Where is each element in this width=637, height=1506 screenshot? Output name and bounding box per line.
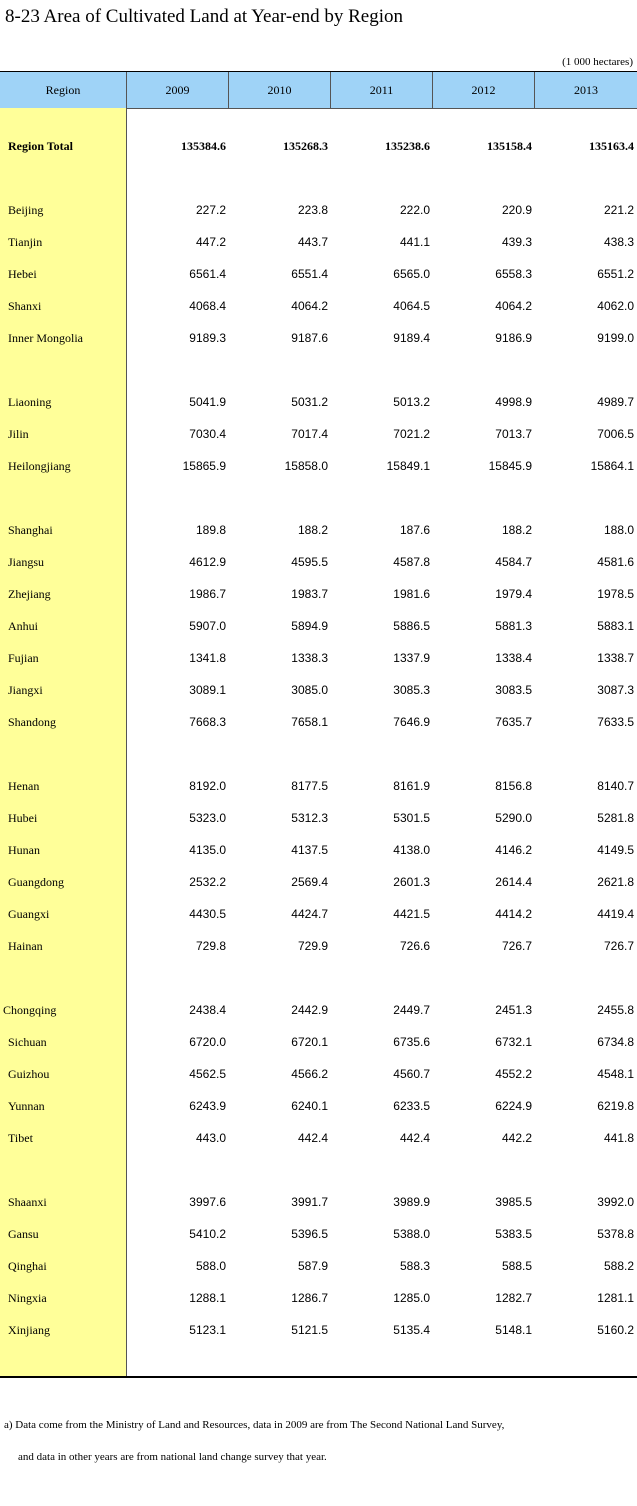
value-cell: 2532.2 — [189, 875, 226, 889]
table-row — [0, 1314, 637, 1346]
region-name: Qinghai — [8, 1259, 47, 1273]
value-cell: 442.4 — [297, 1131, 328, 1145]
unit-label: (1 000 hectares) — [562, 56, 633, 68]
footnote-line-2: and data in other years are from national land change survey that year. — [18, 1451, 327, 1463]
value-cell: 4581.6 — [597, 555, 634, 569]
value-cell: 135384.6 — [181, 139, 226, 153]
table-row — [0, 578, 637, 610]
value-cell: 9187.6 — [291, 331, 328, 345]
region-name: Shanxi — [8, 299, 42, 313]
value-cell: 4146.2 — [495, 843, 532, 857]
value-cell: 588.2 — [603, 1259, 634, 1273]
footnote-line-1: a) Data come from the Ministry of Land and Resources, data in 2009 are from The Second National Land Survey, — [4, 1419, 505, 1431]
value-cell: 2455.8 — [597, 1003, 634, 1017]
value-cell: 6565.0 — [393, 267, 430, 281]
value-cell: 7658.1 — [291, 715, 328, 729]
value-cell: 5907.0 — [189, 619, 226, 633]
value-cell: 3089.1 — [189, 683, 226, 697]
region-name: Gansu — [8, 1227, 39, 1241]
region-name: Liaoning — [8, 395, 52, 409]
value-cell: 8140.7 — [597, 779, 634, 793]
value-cell: 15845.9 — [488, 459, 532, 473]
value-cell: 4135.0 — [189, 843, 226, 857]
value-cell: 5013.2 — [393, 395, 430, 409]
region-name: Fujian — [8, 651, 39, 665]
region-name: Beijing — [8, 203, 44, 217]
value-cell: 5886.5 — [393, 619, 430, 633]
value-cell: 442.2 — [501, 1131, 532, 1145]
value-cell: 135268.3 — [283, 139, 328, 153]
value-cell: 6732.1 — [495, 1035, 532, 1049]
value-cell: 4998.9 — [495, 395, 532, 409]
value-cell: 1338.7 — [597, 651, 634, 665]
table-bottom-rule — [0, 1376, 637, 1378]
value-cell: 3083.5 — [495, 683, 532, 697]
value-cell: 1285.0 — [393, 1291, 430, 1305]
value-cell: 587.9 — [297, 1259, 328, 1273]
value-cell: 8161.9 — [393, 779, 430, 793]
table-row — [0, 386, 637, 418]
value-cell: 7030.4 — [189, 427, 226, 441]
value-cell: 1341.8 — [189, 651, 226, 665]
region-name: Hebei — [8, 267, 37, 281]
page-title: 8-23 Area of Cultivated Land at Year-end by Region — [5, 6, 403, 27]
value-cell: 4587.8 — [393, 555, 430, 569]
value-cell: 187.6 — [399, 523, 430, 537]
value-cell: 4068.4 — [189, 299, 226, 313]
table-row — [0, 898, 637, 930]
value-cell: 6551.2 — [597, 267, 634, 281]
value-cell: 3991.7 — [291, 1195, 328, 1209]
value-cell: 4421.5 — [393, 907, 430, 921]
value-cell: 5312.3 — [291, 811, 328, 825]
value-cell: 5894.9 — [291, 619, 328, 633]
region-name: Yunnan — [8, 1099, 45, 1113]
table-row — [0, 642, 637, 674]
table-row — [0, 322, 637, 354]
value-cell: 5281.8 — [597, 811, 634, 825]
value-cell: 4137.5 — [291, 843, 328, 857]
value-cell: 3992.0 — [597, 1195, 634, 1209]
value-cell: 5383.5 — [495, 1227, 532, 1241]
value-cell: 5031.2 — [291, 395, 328, 409]
region-name: Inner Mongolia — [8, 331, 83, 345]
value-cell: 135238.6 — [385, 139, 430, 153]
value-cell: 5378.8 — [597, 1227, 634, 1241]
value-cell: 4419.4 — [597, 907, 634, 921]
value-cell: 135158.4 — [487, 139, 532, 153]
value-cell: 1978.5 — [597, 587, 634, 601]
table-row — [0, 770, 637, 802]
value-cell: 15864.1 — [590, 459, 634, 473]
table-row — [0, 418, 637, 450]
value-cell: 5396.5 — [291, 1227, 328, 1241]
region-name: Jilin — [8, 427, 29, 441]
region-name: Tibet — [8, 1131, 33, 1145]
value-cell: 4064.5 — [393, 299, 430, 313]
value-cell: 729.8 — [195, 939, 226, 953]
region-name: Jiangxi — [8, 683, 43, 697]
value-cell: 4064.2 — [495, 299, 532, 313]
value-cell: 1983.7 — [291, 587, 328, 601]
region-name: Hunan — [8, 843, 40, 857]
table-row — [0, 802, 637, 834]
value-cell: 5123.1 — [189, 1323, 226, 1337]
value-cell: 7017.4 — [291, 427, 328, 441]
value-cell: 3985.5 — [495, 1195, 532, 1209]
header-year: 2012 — [432, 72, 534, 108]
region-name: Henan — [8, 779, 40, 793]
value-cell: 9189.3 — [189, 331, 226, 345]
value-cell: 588.5 — [501, 1259, 532, 1273]
value-cell: 4560.7 — [393, 1067, 430, 1081]
region-name: Xinjiang — [8, 1323, 50, 1337]
table-row — [0, 994, 637, 1026]
value-cell: 4562.5 — [189, 1067, 226, 1081]
value-cell: 2438.4 — [189, 1003, 226, 1017]
value-cell: 6551.4 — [291, 267, 328, 281]
value-cell: 7635.7 — [495, 715, 532, 729]
value-cell: 4548.1 — [597, 1067, 634, 1081]
table-row — [0, 258, 637, 290]
value-cell: 726.7 — [603, 939, 634, 953]
value-cell: 4989.7 — [597, 395, 634, 409]
table-row — [0, 1250, 637, 1282]
value-cell: 5388.0 — [393, 1227, 430, 1241]
value-cell: 7633.5 — [597, 715, 634, 729]
value-cell: 7646.9 — [393, 715, 430, 729]
value-cell: 6233.5 — [393, 1099, 430, 1113]
value-cell: 1281.1 — [597, 1291, 634, 1305]
value-cell: 9186.9 — [495, 331, 532, 345]
region-name: Heilongjiang — [8, 459, 71, 473]
table-row — [0, 1186, 637, 1218]
value-cell: 4414.2 — [495, 907, 532, 921]
value-cell: 3989.9 — [393, 1195, 430, 1209]
value-cell: 188.0 — [603, 523, 634, 537]
value-cell: 4424.7 — [291, 907, 328, 921]
value-cell: 4552.2 — [495, 1067, 532, 1081]
region-name: Zhejiang — [8, 587, 51, 601]
value-cell: 220.9 — [501, 203, 532, 217]
value-cell: 7006.5 — [597, 427, 634, 441]
value-cell: 447.2 — [195, 235, 226, 249]
value-cell: 6243.9 — [189, 1099, 226, 1113]
value-cell: 726.7 — [501, 939, 532, 953]
table-row — [0, 1090, 637, 1122]
value-cell: 3085.3 — [393, 683, 430, 697]
value-cell: 4584.7 — [495, 555, 532, 569]
table-row — [0, 194, 637, 226]
region-name: Shanghai — [8, 523, 53, 537]
table-row — [0, 1218, 637, 1250]
value-cell: 2621.8 — [597, 875, 634, 889]
region-name: Tianjin — [8, 235, 43, 249]
value-cell: 4138.0 — [393, 843, 430, 857]
value-cell: 5410.2 — [189, 1227, 226, 1241]
table-row — [0, 1026, 637, 1058]
value-cell: 15849.1 — [386, 459, 430, 473]
value-cell: 2569.4 — [291, 875, 328, 889]
value-cell: 2442.9 — [291, 1003, 328, 1017]
value-cell: 588.0 — [195, 1259, 226, 1273]
value-cell: 441.1 — [399, 235, 430, 249]
value-cell: 3997.6 — [189, 1195, 226, 1209]
value-cell: 438.3 — [603, 235, 634, 249]
value-cell: 729.9 — [297, 939, 328, 953]
table-row — [0, 706, 637, 738]
region-name: Anhui — [8, 619, 38, 633]
table-row — [0, 834, 637, 866]
value-cell: 8156.8 — [495, 779, 532, 793]
value-cell: 3085.0 — [291, 683, 328, 697]
value-cell: 221.2 — [603, 203, 634, 217]
value-cell: 188.2 — [297, 523, 328, 537]
value-cell: 223.8 — [297, 203, 328, 217]
value-cell: 5148.1 — [495, 1323, 532, 1337]
header-year: 2009 — [126, 72, 228, 108]
value-cell: 6558.3 — [495, 267, 532, 281]
value-cell: 189.8 — [195, 523, 226, 537]
value-cell: 1288.1 — [189, 1291, 226, 1305]
value-cell: 5290.0 — [495, 811, 532, 825]
value-cell: 7021.2 — [393, 427, 430, 441]
value-cell: 8177.5 — [291, 779, 328, 793]
value-cell: 6561.4 — [189, 267, 226, 281]
value-cell: 5881.3 — [495, 619, 532, 633]
table-row — [0, 450, 637, 482]
table-row — [0, 1058, 637, 1090]
value-cell: 6240.1 — [291, 1099, 328, 1113]
total-row — [0, 130, 637, 162]
header-year: 2013 — [534, 72, 637, 108]
table-row — [0, 546, 637, 578]
header-year: 2011 — [330, 72, 432, 108]
region-name: Sichuan — [8, 1035, 47, 1049]
table-row — [0, 514, 637, 546]
value-cell: 588.3 — [399, 1259, 430, 1273]
region-name: Shaanxi — [8, 1195, 47, 1209]
region-name: Ningxia — [8, 1291, 47, 1305]
value-cell: 2614.4 — [495, 875, 532, 889]
region-name: Jiangsu — [8, 555, 44, 569]
value-cell: 4064.2 — [291, 299, 328, 313]
value-cell: 6720.0 — [189, 1035, 226, 1049]
value-cell: 7668.3 — [189, 715, 226, 729]
table-row — [0, 290, 637, 322]
value-cell: 439.3 — [501, 235, 532, 249]
value-cell: 4062.0 — [597, 299, 634, 313]
value-cell: 4430.5 — [189, 907, 226, 921]
value-cell: 7013.7 — [495, 427, 532, 441]
value-cell: 441.8 — [603, 1131, 634, 1145]
value-cell: 2601.3 — [393, 875, 430, 889]
value-cell: 1282.7 — [495, 1291, 532, 1305]
value-cell: 5041.9 — [189, 395, 226, 409]
table-row — [0, 866, 637, 898]
region-name: Chongqing — [3, 1003, 57, 1017]
value-cell: 5121.5 — [291, 1323, 328, 1337]
value-cell: 135163.4 — [589, 139, 634, 153]
table-row — [0, 610, 637, 642]
value-cell: 4612.9 — [189, 555, 226, 569]
table-row — [0, 226, 637, 258]
value-cell: 1286.7 — [291, 1291, 328, 1305]
value-cell: 2451.3 — [495, 1003, 532, 1017]
value-cell: 1338.4 — [495, 651, 532, 665]
value-cell: 443.0 — [195, 1131, 226, 1145]
header-year: 2010 — [228, 72, 330, 108]
value-cell: 222.0 — [399, 203, 430, 217]
value-cell: 443.7 — [297, 235, 328, 249]
value-cell: 1979.4 — [495, 587, 532, 601]
value-cell: 5135.4 — [393, 1323, 430, 1337]
value-cell: 9189.4 — [393, 331, 430, 345]
region-name: Region Total — [8, 139, 74, 153]
value-cell: 188.2 — [501, 523, 532, 537]
value-cell: 1986.7 — [189, 587, 226, 601]
header-region: Region — [45, 83, 81, 97]
value-cell: 1337.9 — [393, 651, 430, 665]
table-row — [0, 1122, 637, 1154]
value-cell: 442.4 — [399, 1131, 430, 1145]
value-cell: 227.2 — [195, 203, 226, 217]
value-cell: 6720.1 — [291, 1035, 328, 1049]
value-cell: 4595.5 — [291, 555, 328, 569]
value-cell: 5160.2 — [597, 1323, 634, 1337]
region-name: Guangdong — [8, 875, 64, 889]
value-cell: 6734.8 — [597, 1035, 634, 1049]
region-name: Guizhou — [8, 1067, 50, 1081]
table-row — [0, 674, 637, 706]
value-cell: 2449.7 — [393, 1003, 430, 1017]
region-name: Hubei — [8, 811, 38, 825]
value-cell: 4566.2 — [291, 1067, 328, 1081]
region-name: Guangxi — [8, 907, 50, 921]
value-cell: 5883.1 — [597, 619, 634, 633]
value-cell: 15858.0 — [284, 459, 328, 473]
region-name: Hainan — [8, 939, 43, 953]
value-cell: 3087.3 — [597, 683, 634, 697]
value-cell: 1338.3 — [291, 651, 328, 665]
value-cell: 9199.0 — [597, 331, 634, 345]
value-cell: 5301.5 — [393, 811, 430, 825]
value-cell: 15865.9 — [182, 459, 226, 473]
value-cell: 4149.5 — [597, 843, 634, 857]
value-cell: 5323.0 — [189, 811, 226, 825]
value-cell: 6735.6 — [393, 1035, 430, 1049]
value-cell: 6224.9 — [495, 1099, 532, 1113]
value-cell: 6219.8 — [597, 1099, 634, 1113]
table-row — [0, 930, 637, 962]
value-cell: 1981.6 — [393, 587, 430, 601]
value-cell: 8192.0 — [189, 779, 226, 793]
table-row — [0, 1282, 637, 1314]
value-cell: 726.6 — [399, 939, 430, 953]
region-name: Shandong — [8, 715, 56, 729]
